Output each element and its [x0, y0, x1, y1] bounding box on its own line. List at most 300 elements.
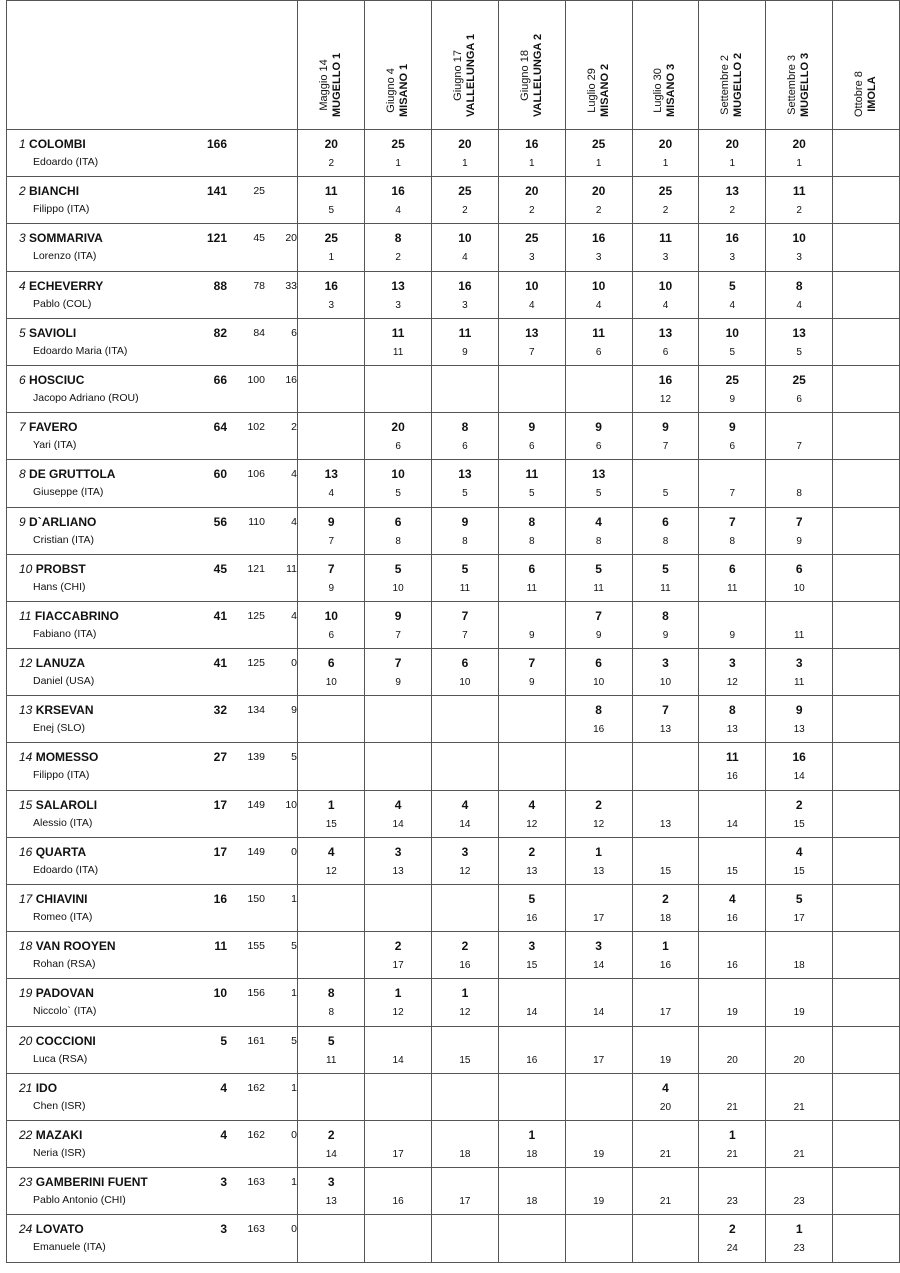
driver-rows	[7, 130, 900, 1263]
driver-points: 41	[213, 608, 227, 623]
race-points: 8	[728, 703, 736, 718]
driver-row	[7, 1026, 900, 1073]
race-result-cell	[565, 837, 632, 884]
race-rank: 14	[793, 771, 805, 783]
race-result-cell	[833, 837, 900, 884]
race-result-cell	[432, 790, 499, 837]
race-result-cell	[833, 413, 900, 460]
driver-cell	[7, 1026, 298, 1073]
driver-row	[7, 601, 900, 648]
race-points: 6	[461, 656, 469, 671]
race-rank: 4	[462, 252, 468, 264]
race-result-cell	[766, 413, 833, 460]
race-result-cell	[766, 979, 833, 1026]
race-result-cell	[365, 460, 432, 507]
race-points: 8	[327, 986, 335, 1001]
race-result-cell	[833, 271, 900, 318]
race-rank: 11	[392, 346, 404, 358]
driver-firstname: Rohan (RSA)	[33, 958, 96, 971]
race-rank: 14	[459, 818, 471, 830]
race-result-cell	[498, 790, 565, 837]
race-points: 1	[327, 797, 335, 812]
driver-gap-leader: 162	[247, 1081, 265, 1094]
race-rank: 12	[593, 818, 605, 830]
driver-heading	[19, 750, 98, 764]
driver-firstname: Edoardo (ITA)	[33, 156, 99, 168]
race-points: 9	[461, 514, 469, 529]
race-points: 7	[327, 561, 335, 576]
race-rank: 11	[526, 582, 537, 594]
race-rank: 1	[595, 158, 602, 169]
driver-position: 23	[19, 1175, 33, 1190]
race-result-cell	[766, 837, 833, 884]
race-points: 16	[324, 278, 338, 293]
race-header-label	[318, 53, 344, 117]
race-rank: 2	[729, 205, 736, 217]
race-result-cell	[766, 1073, 833, 1120]
race-track: IMOLA	[866, 76, 879, 112]
driver-gap-leader: 134	[247, 704, 265, 717]
race-points: 10	[458, 231, 472, 246]
driver-points: 10	[213, 986, 227, 1001]
race-result-cell	[498, 837, 565, 884]
race-result-cell	[298, 507, 365, 554]
driver-cell	[7, 979, 298, 1026]
race-points: 4	[662, 1080, 669, 1095]
race-result-cell	[632, 601, 699, 648]
race-points: 11	[324, 184, 338, 199]
race-rank: 16	[392, 1196, 404, 1208]
race-rank: 4	[328, 488, 335, 500]
driver-cell	[7, 885, 298, 932]
race-result-cell	[298, 743, 365, 790]
race-rank: 17	[593, 1054, 605, 1066]
race-points: 9	[662, 420, 669, 435]
driver-firstname: Daniel (USA)	[33, 675, 95, 688]
driver-heading	[19, 939, 116, 953]
race-rank: 3	[529, 252, 535, 264]
driver-lastname: DE GRUTTOLA	[29, 467, 116, 482]
race-points: 5	[528, 892, 536, 906]
race-result-cell	[699, 554, 766, 601]
race-points: 10	[324, 608, 338, 623]
race-rank: 4	[595, 299, 602, 311]
driver-lastname: HOSCIUC	[29, 372, 85, 387]
race-rank: 17	[593, 913, 605, 924]
driver-gap-leader: 25	[253, 185, 265, 198]
race-result-cell	[766, 177, 833, 224]
driver-lastname: FAVERO	[29, 420, 78, 435]
race-result-cell	[365, 413, 432, 460]
driver-position: 9	[19, 514, 26, 529]
race-result-cell	[833, 601, 900, 648]
driver-firstname: Luca (RSA)	[33, 1052, 88, 1065]
race-points: 20	[525, 184, 539, 199]
race-points: 13	[725, 184, 739, 199]
driver-gap-previous: 0	[291, 1128, 297, 1141]
race-rank: 2	[328, 158, 335, 169]
driver-cell	[7, 649, 298, 696]
race-result-cell	[498, 743, 565, 790]
race-result-cell	[365, 224, 432, 271]
race-result-cell	[365, 271, 432, 318]
race-rank: 11	[793, 629, 805, 641]
race-rank: 7	[796, 441, 802, 453]
race-rank: 15	[325, 818, 337, 830]
driver-points: 3	[220, 1175, 227, 1190]
race-points: 7	[528, 656, 536, 671]
driver-gap-previous: 5	[291, 751, 297, 764]
driver-points: 45	[213, 561, 227, 576]
driver-heading	[19, 609, 119, 623]
race-result-cell	[498, 413, 565, 460]
race-rank: 21	[726, 1148, 738, 1160]
race-rank: 21	[659, 1196, 672, 1208]
race-result-cell	[766, 1215, 833, 1262]
driver-row	[7, 224, 900, 271]
driver-firstname: Chen (ISR)	[33, 1099, 86, 1112]
driver-row	[7, 413, 900, 460]
driver-firstname: Neria (ISR)	[33, 1146, 86, 1159]
race-result-cell	[766, 885, 833, 932]
race-rank: 2	[662, 205, 669, 217]
race-rank: 6	[595, 441, 602, 453]
race-result-cell	[498, 554, 565, 601]
race-points: 1	[528, 1127, 536, 1142]
race-points: 10	[658, 278, 673, 293]
race-header	[699, 1, 766, 130]
race-result-cell	[432, 932, 499, 979]
race-points: 2	[394, 939, 402, 954]
race-rank: 19	[593, 1196, 605, 1208]
driver-position: 17	[19, 892, 33, 906]
race-result-cell	[632, 1168, 699, 1215]
race-result-cell	[565, 696, 632, 743]
race-result-cell	[432, 1168, 499, 1215]
race-rank: 10	[325, 677, 337, 689]
race-result-cell	[833, 743, 900, 790]
race-rank: 20	[659, 1101, 672, 1113]
race-rank: 8	[662, 535, 669, 547]
race-result-cell	[432, 460, 499, 507]
race-result-cell	[632, 271, 699, 318]
race-result-cell	[833, 696, 900, 743]
race-points: 20	[391, 420, 405, 435]
race-result-cell	[298, 1215, 365, 1262]
race-points: 4	[327, 844, 335, 859]
race-rank: 3	[796, 252, 802, 264]
race-result-cell	[498, 271, 565, 318]
driver-row	[7, 932, 900, 979]
race-result-cell	[565, 507, 632, 554]
race-points: 2	[595, 797, 602, 812]
race-rank: 9	[595, 629, 602, 641]
race-rank: 7	[462, 629, 468, 641]
race-result-cell	[565, 130, 632, 177]
race-rank: 23	[793, 1196, 805, 1208]
driver-cell	[7, 318, 298, 365]
race-result-cell	[632, 932, 699, 979]
race-result-cell	[432, 365, 499, 412]
driver-firstname: Cristian (ITA)	[33, 533, 95, 546]
race-result-cell	[298, 177, 365, 224]
race-rank: 14	[526, 1007, 538, 1019]
driver-heading	[19, 373, 84, 387]
driver-firstname: Filippo (ITA)	[33, 769, 90, 782]
driver-cell	[7, 743, 298, 790]
race-rank: 20	[726, 1054, 738, 1066]
driver-position: 21	[19, 1080, 33, 1095]
race-result-cell	[699, 1120, 766, 1167]
driver-gap-previous: 0	[291, 657, 297, 670]
driver-gap-leader: 45	[253, 232, 265, 245]
driver-points: 64	[213, 420, 227, 435]
race-rank: 15	[526, 960, 538, 972]
race-result-cell	[432, 885, 499, 932]
driver-cell	[7, 696, 298, 743]
driver-position: 12	[19, 656, 33, 671]
race-points: 25	[324, 231, 338, 246]
race-result-cell	[833, 130, 900, 177]
race-points: 11	[458, 325, 472, 340]
race-rank: 13	[726, 724, 738, 736]
driver-firstname: Hans (CHI)	[33, 580, 86, 593]
driver-points: 66	[213, 372, 227, 387]
race-result-cell	[699, 177, 766, 224]
race-result-cell	[766, 1168, 833, 1215]
race-result-cell	[432, 1026, 499, 1073]
driver-gap-previous: 0	[291, 845, 297, 858]
driver-gap-previous: 16	[285, 373, 297, 386]
race-rank: 12	[459, 1007, 471, 1019]
race-points: 3	[327, 1175, 335, 1190]
driver-gap-previous: 9	[291, 704, 297, 717]
race-rank: 21	[793, 1101, 805, 1113]
driver-points: 141	[206, 184, 227, 199]
race-points: 1	[461, 986, 469, 1001]
race-result-cell	[498, 507, 565, 554]
race-points: 5	[461, 561, 469, 576]
race-points: 6	[327, 656, 335, 671]
race-rank: 14	[325, 1148, 337, 1160]
standings-table	[6, 0, 900, 1263]
race-rank: 15	[726, 865, 738, 877]
race-rank: 16	[726, 913, 738, 924]
race-points: 13	[658, 325, 673, 340]
race-rank: 18	[526, 1196, 538, 1208]
race-points: 4	[728, 892, 736, 906]
race-rank: 13	[659, 724, 672, 736]
race-points: 5	[327, 1033, 335, 1048]
race-points: 7	[795, 514, 803, 529]
race-result-cell	[833, 460, 900, 507]
driver-heading	[19, 184, 79, 198]
race-result-cell	[833, 885, 900, 932]
race-rank: 13	[392, 865, 404, 877]
driver-gap-leader: 162	[247, 1128, 265, 1141]
race-result-cell	[699, 1215, 766, 1262]
race-result-cell	[498, 1073, 565, 1120]
race-result-cell	[766, 224, 833, 271]
race-points: 16	[458, 278, 472, 293]
race-result-cell	[498, 460, 565, 507]
driver-gap-leader: 121	[247, 562, 265, 575]
race-result-cell	[432, 318, 499, 365]
race-result-cell	[298, 979, 365, 1026]
race-result-cell	[699, 1026, 766, 1073]
driver-row	[7, 649, 900, 696]
race-rank: 6	[796, 393, 802, 405]
race-rank: 21	[726, 1101, 738, 1113]
race-result-cell	[565, 790, 632, 837]
race-header	[498, 1, 565, 130]
driver-points: 4	[220, 1127, 227, 1142]
race-points: 25	[792, 372, 806, 387]
race-track: MISANO 2	[598, 63, 611, 117]
driver-cell	[7, 177, 298, 224]
driver-row	[7, 1073, 900, 1120]
race-date: Maggio 14	[318, 59, 331, 111]
race-header	[298, 1, 365, 130]
race-result-cell	[632, 1073, 699, 1120]
race-points: 3	[795, 656, 803, 671]
driver-gap-leader: 161	[247, 1034, 265, 1047]
driver-gap-leader: 78	[253, 279, 265, 292]
race-rank: 3	[395, 299, 401, 311]
driver-position: 13	[19, 703, 33, 718]
race-result-cell	[365, 743, 432, 790]
race-result-cell	[365, 790, 432, 837]
driver-gap-leader: 149	[247, 798, 265, 811]
driver-gap-previous: 1	[291, 893, 297, 905]
driver-heading	[19, 279, 103, 293]
race-points: 1	[795, 1222, 803, 1237]
race-result-cell	[699, 885, 766, 932]
driver-cell	[7, 224, 298, 271]
driver-gap-previous: 11	[286, 562, 297, 575]
driver-row	[7, 271, 900, 318]
race-points: 10	[391, 467, 405, 482]
race-result-cell	[766, 507, 833, 554]
driver-gap-leader: 102	[247, 421, 265, 434]
race-rank: 5	[462, 488, 468, 500]
race-points: 13	[391, 278, 405, 293]
race-result-cell	[298, 601, 365, 648]
driver-heading	[19, 1034, 96, 1048]
race-rank: 6	[729, 441, 736, 453]
race-result-cell	[432, 224, 499, 271]
race-result-cell	[699, 1073, 766, 1120]
race-result-cell	[766, 460, 833, 507]
driver-cell	[7, 271, 298, 318]
driver-lastname: COCCIONI	[35, 1033, 96, 1048]
race-points: 2	[327, 1127, 335, 1142]
race-result-cell	[699, 224, 766, 271]
race-result-cell	[365, 1168, 432, 1215]
driver-firstname: Niccolo` (ITA)	[33, 1005, 97, 1018]
driver-cell	[7, 1168, 298, 1215]
race-rank: 12	[325, 865, 337, 877]
race-rank: 13	[593, 865, 605, 877]
race-date: Luglio 29	[585, 68, 598, 113]
race-result-cell	[632, 743, 699, 790]
race-result-cell	[632, 318, 699, 365]
driver-position: 15	[19, 797, 33, 812]
race-rank: 2	[395, 252, 401, 264]
race-result-cell	[699, 413, 766, 460]
race-result-cell	[833, 649, 900, 696]
race-result-cell	[632, 554, 699, 601]
driver-position: 2	[19, 184, 26, 199]
race-result-cell	[298, 790, 365, 837]
race-result-cell	[432, 1215, 499, 1262]
race-header-label	[719, 53, 745, 117]
race-result-cell	[766, 601, 833, 648]
driver-points: 121	[206, 231, 227, 246]
race-points: 5	[728, 278, 736, 293]
driver-cell	[7, 1073, 298, 1120]
race-result-cell	[632, 507, 699, 554]
driver-position: 16	[19, 844, 33, 859]
driver-row	[7, 507, 900, 554]
race-rank: 4	[729, 299, 736, 311]
race-result-cell	[833, 1215, 900, 1262]
race-result-cell	[766, 365, 833, 412]
race-result-cell	[766, 932, 833, 979]
race-rank: 20	[793, 1054, 805, 1066]
driver-gap-previous: 4	[291, 609, 297, 622]
race-result-cell	[432, 649, 499, 696]
race-result-cell	[833, 979, 900, 1026]
driver-row	[7, 1168, 900, 1215]
race-rank: 5	[729, 346, 736, 358]
driver-position: 20	[19, 1033, 33, 1048]
driver-lastname: QUARTA	[35, 844, 87, 859]
driver-heading	[19, 798, 97, 812]
race-rank: 1	[462, 158, 468, 169]
driver-points: 166	[206, 137, 227, 151]
race-result-cell	[699, 696, 766, 743]
race-result-cell	[766, 649, 833, 696]
race-rank: 19	[659, 1054, 672, 1066]
race-result-cell	[565, 1026, 632, 1073]
race-result-cell	[365, 1073, 432, 1120]
race-track: VALLELUNGA 1	[464, 33, 477, 117]
driver-gap-leader: 100	[247, 373, 265, 386]
race-rank: 7	[328, 535, 335, 547]
driver-position: 5	[19, 325, 26, 340]
race-points: 16	[591, 231, 606, 246]
race-rank: 9	[729, 393, 736, 405]
race-result-cell	[565, 649, 632, 696]
driver-gap-previous: 6	[291, 326, 297, 339]
race-rank: 11	[326, 1054, 337, 1066]
race-points: 2	[795, 797, 803, 812]
driver-lastname: BIANCHI	[29, 184, 80, 199]
race-header-label	[519, 34, 545, 117]
race-result-cell	[498, 601, 565, 648]
race-result-cell	[565, 932, 632, 979]
driver-row	[7, 885, 900, 932]
race-result-cell	[498, 696, 565, 743]
race-result-cell	[766, 271, 833, 318]
driver-cell	[7, 413, 298, 460]
race-result-cell	[365, 696, 432, 743]
race-points: 3	[662, 656, 669, 671]
driver-row	[7, 696, 900, 743]
driver-points: 16	[213, 892, 227, 906]
header-corner	[7, 1, 298, 130]
